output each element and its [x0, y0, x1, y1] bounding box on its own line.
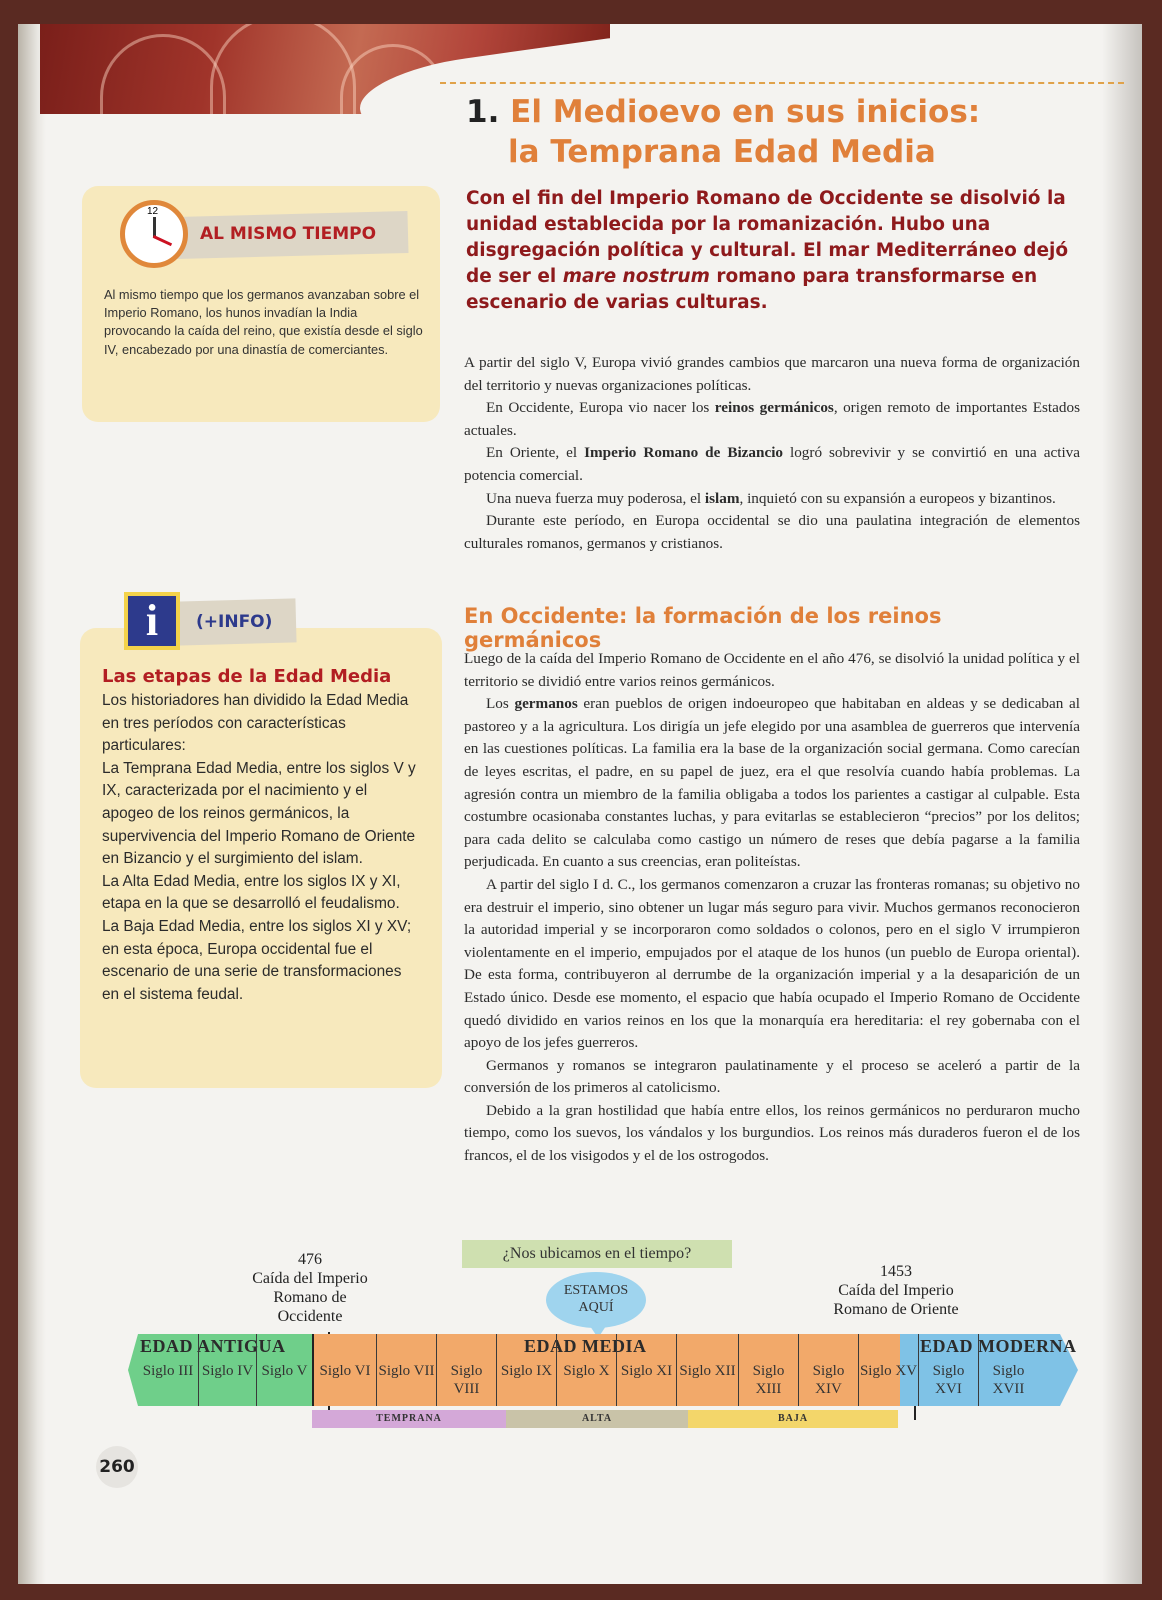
section-paragraph: Debido a la gran hostilidad que había entre ellos, los reinos germánicos no perduraron mucho tiempo, como los suevos, los vándalos y los burgundios. Los reinos más duraderos fueron el de los francos, el de los visigodos y el de los ostrogodos.	[464, 1101, 1080, 1165]
section-paragraph: A partir del siglo I d. C., los germanos comenzaron a cruzar las fronteras romanas; su objetivo no era destruir el imperio, sino obtener un lugar más seguro para vivir. Muchos germanos reconocieron la autoridad imperial y se incorporaron como soldados o colonos, pero en el siglo V irrumpieron violentamente en el imperio, empujados por el ataque de los hunos (un pueblo de Europa oriental). De esta forma, contribuyeron al derrumbe de la organización imperial y a la desaparición de un Estado único. Desde ese momento, el espacio que había ocupado el Imperio Romano de Occidente quedó dividido en varios reinos en los que la monarquía era hereditaria: el rey gobernaba con el apoyo de los jefes guerreros.	[464, 875, 1080, 1052]
timeline-bar	[128, 1334, 1078, 1406]
event-text: Caída del Imperio Romano de Oriente	[833, 1282, 959, 1318]
century-cell: Siglo VIII	[436, 1334, 496, 1406]
info-icon: i	[124, 592, 180, 650]
header-divider	[440, 82, 1124, 84]
intro-italic: mare nostrum	[562, 266, 710, 287]
century-cell: Siglo VI	[312, 1334, 376, 1406]
box1-text: Al mismo tiempo que los germanos avanzaban sobre el Imperio Romano, los hunos invadían la India provocando la caída del reino, que existía desde el siglo IV, encabezado por una dinastía de comerciantes.	[104, 287, 423, 357]
century-cell: Siglo XIV	[798, 1334, 858, 1406]
page-gutter	[18, 24, 46, 1584]
body-intro-text	[464, 352, 1080, 555]
title-number: 1.	[466, 94, 500, 130]
info-paragraph: La Baja Edad Media, entre los siglos XI y XV; en esta época, Europa occidental fue el escenario de una serie de transformaciones en el sistema feudal.	[102, 917, 412, 1003]
century-cell: Siglo XII	[676, 1334, 738, 1406]
event-476	[240, 1250, 380, 1326]
page-title	[466, 92, 1066, 172]
body-paragraph: A partir del siglo V, Europa vivió grandes cambios que marcaron una nueva forma de organización del territorio y nuevas organizaciones políticas.	[464, 354, 1080, 394]
century-cell: Siglo IV	[198, 1334, 256, 1406]
section-text	[464, 648, 1080, 1168]
body-paragraph: Durante este período, en Europa occidental se dio una paulatina integración de elementos culturales romanos, germanos y cristianos.	[464, 512, 1080, 552]
era-label: EDAD MODERNA	[920, 1336, 1077, 1356]
clock-icon	[120, 200, 188, 268]
event-year: 1453	[880, 1263, 912, 1280]
era-label: EDAD MEDIA	[524, 1336, 647, 1356]
info-paragraph: La Temprana Edad Media, entre los siglos V y IX, caracterizada por el nacimiento y el apogeo de los reinos germánicos, la supervivencia del Imperio Romano de Oriente en Bizancio y el surgimiento del islam.	[102, 759, 416, 868]
century-cell: Siglo XVII	[978, 1334, 1038, 1406]
century-cell: Siglo XI	[616, 1334, 676, 1406]
title-line1: El Medioevo en sus inicios:	[510, 94, 981, 130]
century-cell: Siglo XVI	[918, 1334, 978, 1406]
period-baja: BAJA	[688, 1410, 898, 1428]
here-bubble: ESTAMOS AQUÍ	[546, 1272, 646, 1328]
info-paragraph: La Alta Edad Media, entre los siglos IX y XI, etapa en la que se desarrolló el feudalismo.	[102, 872, 401, 913]
section-heading: En Occidente: la formación de los reinos germánicos	[464, 604, 942, 652]
century-cell: Siglo XIII	[738, 1334, 798, 1406]
info-label: (+INFO)	[196, 612, 273, 632]
century-cell: Siglo IX	[496, 1334, 556, 1406]
title-line2: la Temprana Edad Media	[508, 134, 936, 170]
section-paragraph: Los germanos eran pueblos de origen indoeuropeo que habitaban en aldeas y se dedicaban al pastoreo y a la agricultura. Los dirigía un jefe elegido por una asamblea de guerreros que intervenía en las cuestiones políticas. La familia era la base de la organización social germana. Como carecían de leyes escritas, el padre, en su papel de juez, era el que resolvía cuando había problemas. La agresión contra un miembro de la familia obligaba a todos los parientes a castigar al culpable. Esta costumbre ocasionaba constantes luchas, y para evitarlas se establecieron “precios” por los delitos; para cada delito se calculaba como castigo un número de reses que debía pagarse a la familia perjudicada. En cuanto a sus creencias, eran politeístas.	[464, 695, 1080, 871]
body-paragraph: Una nueva fuerza muy poderosa, el islam, inquietó con su expansión a europeos y bizantinos.	[486, 489, 1056, 507]
body-paragraph: En Occidente, Europa vio nacer los reinos germánicos, origen remoto de importantes Estados actuales.	[464, 399, 1080, 439]
era-label: EDAD ANTIGUA	[140, 1336, 286, 1356]
page-number: 260	[96, 1446, 138, 1488]
body-paragraph: En Oriente, el Imperio Romano de Bizancio logró sobrevivir y se convirtió en una activa potencia comercial.	[464, 444, 1080, 484]
intro-text: Con el fin del Imperio Romano de Occidente se disolvió la unidad establecida por la romanización. Hubo una disgregación política y cultural. El mar Mediterráneo dejó de ser el	[466, 188, 1069, 287]
century-cell: Siglo X	[556, 1334, 616, 1406]
event-text: Caída del Imperio Romano de Occidente	[252, 1270, 368, 1325]
century-cell: Siglo XV	[858, 1334, 918, 1406]
page-shadow	[1102, 24, 1142, 1584]
century-cell: Siglo III	[142, 1363, 194, 1379]
section-paragraph: Luego de la caída del Imperio Romano de Occidente en el año 476, se disolvió la unidad política y el territorio se dividió entre varios reinos germánicos.	[464, 650, 1080, 690]
period-temprana: TEMPRANA	[312, 1410, 506, 1428]
info-text	[102, 690, 422, 1006]
century-cell: Siglo V	[256, 1334, 312, 1406]
info-heading: Las etapas de la Edad Media	[102, 666, 392, 687]
clock-number: 12	[147, 206, 159, 217]
century-cell: Siglo VII	[376, 1334, 436, 1406]
intro-text-end: romano para transformarse en escenario de varias culturas.	[466, 266, 1038, 313]
intro-paragraph	[466, 186, 1076, 316]
box1-title: AL MISMO TIEMPO	[200, 224, 377, 244]
event-year: 476	[298, 1251, 322, 1268]
section-paragraph: Germanos y romanos se integraron paulatinamente y el proceso se aceleró a partir de la conversión de los primeros al catolicismo.	[464, 1056, 1080, 1097]
event-1453	[826, 1262, 966, 1319]
timeline-question: ¿Nos ubicamos en el tiempo?	[462, 1240, 732, 1268]
info-paragraph: Los historiadores han dividido la Edad Media en tres períodos con características particulares:	[102, 692, 409, 755]
period-alta: ALTA	[506, 1410, 688, 1428]
